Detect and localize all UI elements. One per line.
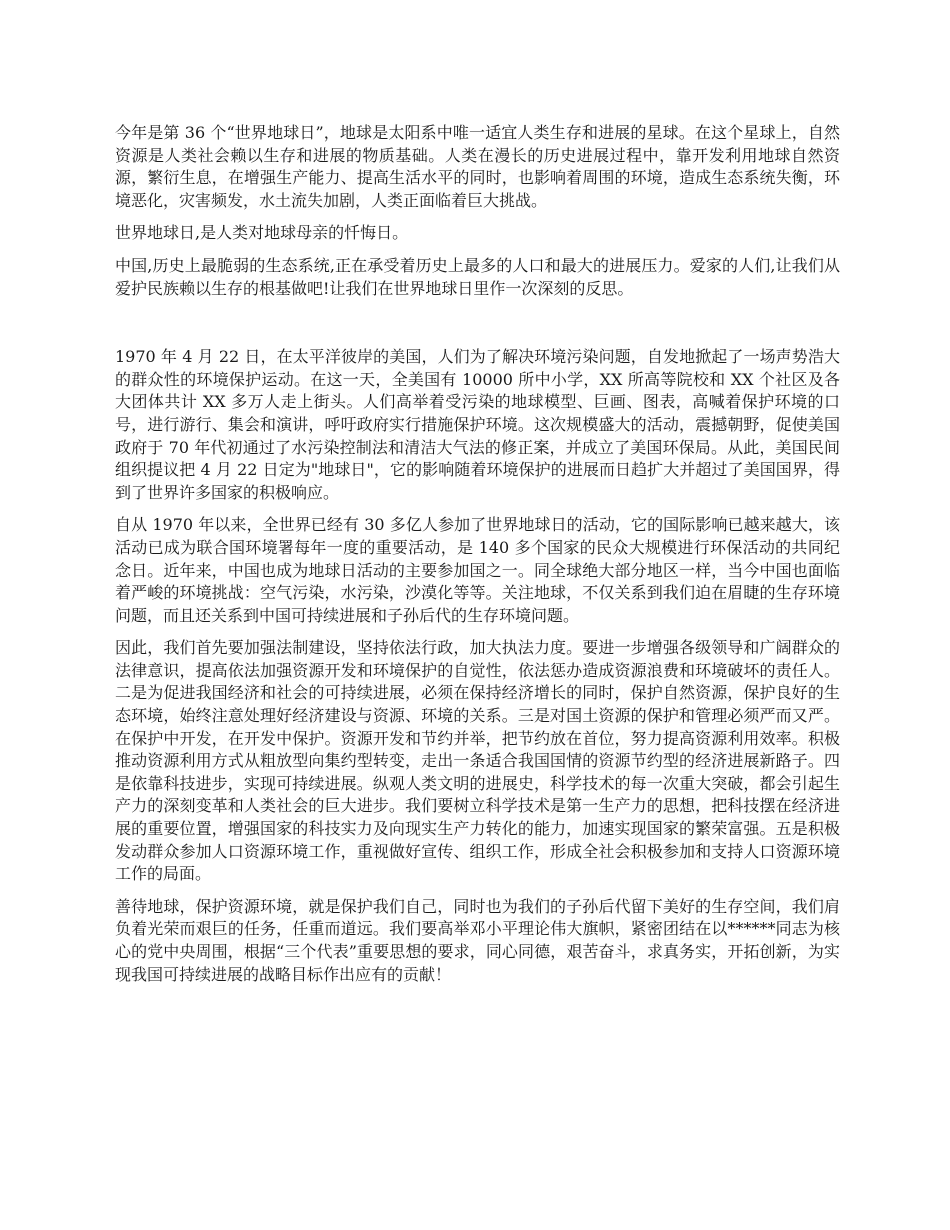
body-paragraph-1: 1970 年 4 月 22 日，在太平洋彼岸的美国，人们为了解决环境污染问题，自发地掀起了一场声势浩大的群众性的环境保护运动。在这一天，全美国有 10000 所中小学，XX 所高等院校和 XX 个社区及各大团体共计 XX 多万人走上街头。人们高举着受污染的地球模型、巨画、图表，高喊着保护环境的口号，进行游行、集会和演讲，呼吁政府实行措施保护环境。这次规模盛大的活动，震撼朝野，促使美国政府于 70 年代初通过了水污染控制法和清洁大气法的修正案，并成立了美国环保局。从此，美国民间组织提议把 4 月 22 日定为"地球日"，它的影响随着环境保护的进展而日趋扩大并超过了美国国界，得到了世界许多国家的积极响应。 [115, 347, 840, 502]
body-paragraph-3: 因此，我们首先要加强法制建设，坚持依法行政，加大执法力度。要进一步增强各级领导和广阔群众的法律意识，提高依法加强资源开发和环境保护的自觉性，依法惩办造成资源浪费和环境破坏的责任人。二是为促进我国经济和社会的可持续进展，必须在保持经济增长的同时，保护自然资源，保护良好的生态环境，始终注意处理好经济建设与资源、环境的关系。三是对国土资源的保护和管理必须严而又严。在保护中开发，在开发中保护。资源开发和节约并举，把节约放在首位，努力提高资源利用效率。积极推动资源利用方式从粗放型向集约型转变，走出一条适合我国国情的资源节约型的经济进展新路子。四是依靠科技进步，实现可持续进展。纵观人类文明的进展史，科学技术的每一次重大突破，都会引起生产力的深刻变革和人类社会的巨大进步。我们要树立科学技术是第一生产力的思想，把科技摆在经济进展的重要位置，增强国家的科技实力及向现实生产力转化的能力，加速实现国家的繁荣富强。五是积极发动群众参加人口资源环境工作，重视做好宣传、组织工作，形成全社会积极参加和支持人口资源环境工作的局面。 [115, 638, 840, 884]
intro-paragraph-2: 世界地球日,是人类对地球母亲的忏悔日。 [115, 223, 409, 243]
section-spacer [115, 310, 840, 346]
body-paragraph-4: 善待地球，保护资源环境，就是保护我们自己，同时也为我们的子孙后代留下美好的生存空间，我们肩负着光荣而艰巨的任务，任重而道远。我们要高举邓小平理论伟大旗帜，紧密团结在以******同志为核心的党中央周围，根据“三个代表”重要思想的要求，同心同德，艰苦奋斗，求真务实，开拓创新，为实现我国可持续进展的战略目标作出应有的贡献！ [115, 896, 840, 984]
document-page [115, 122, 840, 996]
intro-paragraph-3: 中国,历史上最脆弱的生态系统,正在承受着历史上最多的人口和最大的进展压力。爱家的人们,让我们从爱护民族赖以生存的根基做吧!让我们在世界地球日里作一次深刻的反思。 [115, 255, 840, 298]
intro-paragraph-1: 今年是第 36 个“世界地球日”，地球是太阳系中唯一适宜人类生存和进展的星球。在这个星球上，自然资源是人类社会赖以生存和进展的物质基础。人类在漫长的历史进展过程中，靠开发利用地球自然资源，繁衍生息，在增强生产能力、提高生活水平的同时，也影响着周围的环境，造成生态系统失衡，环境恶化，灾害频发，水土流失加剧，人类正面临着巨大挑战。 [115, 123, 840, 210]
body-paragraph-2: 自从 1970 年以来，全世界已经有 30 多亿人参加了世界地球日的活动，它的国际影响已越来越大，该活动已成为联合国环境署每年一度的重要活动，是 140 多个国家的民众大规模进行环保活动的共同纪念日。近年来，中国也成为地球日活动的主要参加国之一。同全球绝大部分地区一样，当今中国也面临着严峻的环境挑战：空气污染，水污染，沙漠化等等。关注地球，不仅关系到我们迫在眉睫的生存环境问题，而且还关系到中国可持续进展和子孙后代的生存环境问题。 [115, 515, 840, 625]
